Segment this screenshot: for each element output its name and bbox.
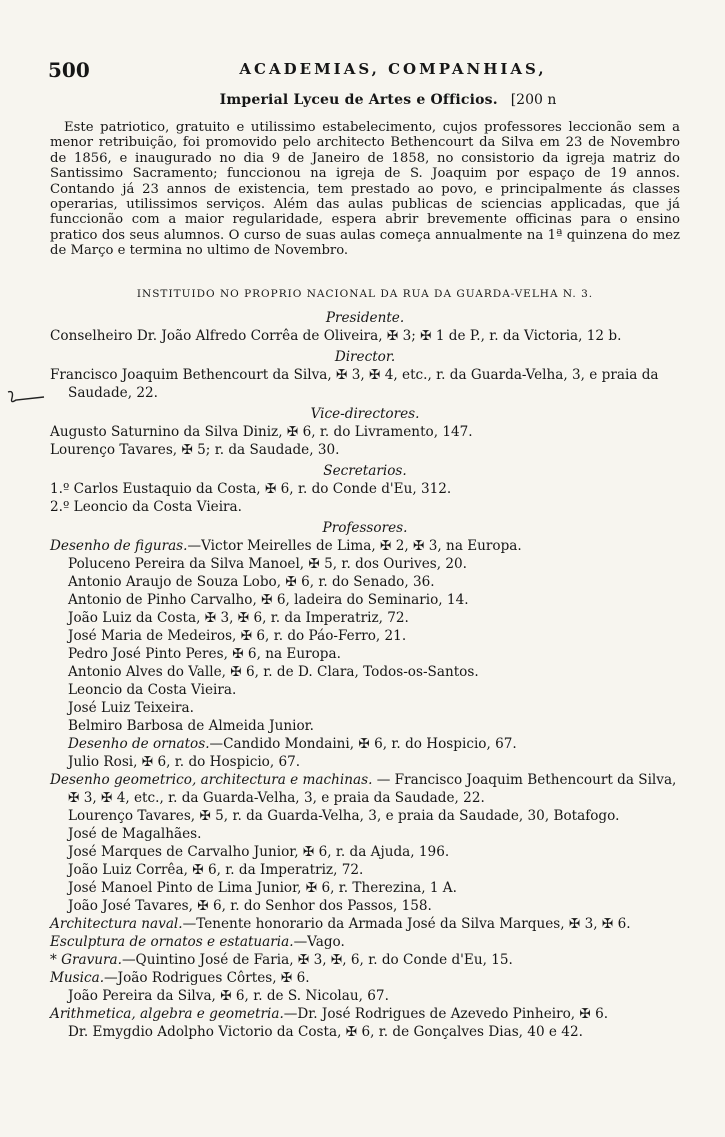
entry-text: —Dr. José Rodrigues de Azevedo Pinheiro, ✠ 6. [283, 1006, 609, 1022]
entry-text: Belmiro Barbosa de Almeida Junior. [68, 718, 314, 734]
member-entry [50, 753, 680, 771]
entry-text: — Francisco Joaquim Bethencourt da Silva, ✠ 3, ✠ 4, etc., r. da Guarda-Velha, 3, e praia da Saudade, 22. [68, 772, 677, 806]
member-entry [50, 609, 680, 627]
role-heading: Secretarios. [323, 463, 407, 479]
entry-text: Conselheiro Dr. João Alfredo Corrêa de Oliveira, ✠ 3; ✠ 1 de P., r. da Victoria, 12 b. [50, 328, 622, 344]
entry-text: Leoncio da Costa Vieira. [68, 682, 237, 698]
entry-text: 2.º Leoncio da Costa Vieira. [50, 499, 242, 515]
subject-label: Desenho de ornatos. [68, 736, 210, 752]
member-entry [50, 423, 680, 441]
entry-text: Augusto Saturnino da Silva Diniz, ✠ 6, r. do Livramento, 147. [50, 424, 473, 440]
subject-label: Architectura naval. [50, 916, 183, 932]
member-entry [50, 663, 680, 681]
member-entry [50, 987, 680, 1005]
member-entry [50, 681, 680, 699]
member-entry [50, 441, 680, 459]
subject-label: * Gravura. [50, 952, 122, 968]
member-entry [50, 699, 680, 717]
member-entry [50, 555, 680, 573]
page-header [48, 58, 688, 88]
entry-text: Antonio Alves do Valle, ✠ 6, r. de D. Clara, Todos-os-Santos. [68, 664, 479, 680]
entry-text: Lourenço Tavares, ✠ 5; r. da Saudade, 30. [50, 442, 340, 458]
entry-text: José Maria de Medeiros, ✠ 6, r. do Páo-Ferro, 21. [68, 628, 407, 644]
entry-text: —Tenente honorario da Armada José da Silva Marques, ✠ 3, ✠ 6. [182, 916, 631, 932]
member-entry [50, 771, 680, 807]
entry-text: Julio Rosi, ✠ 6, r. do Hospicio, 67. [68, 754, 301, 770]
subject-label: Desenho geometrico, architectura e machinas. [50, 772, 373, 788]
entry-text: Pedro José Pinto Peres, ✠ 6, na Europa. [68, 646, 341, 662]
entry-text: José Luiz Teixeira. [68, 700, 194, 716]
entry-text: João José Tavares, ✠ 6, r. do Senhor dos Passos, 158. [68, 898, 432, 914]
entry-text: Antonio Araujo de Souza Lobo, ✠ 6, r. do Senado, 36. [68, 574, 435, 590]
entry-text: Antonio de Pinho Carvalho, ✠ 6, ladeira do Seminario, 14. [68, 592, 469, 608]
member-entry [50, 807, 680, 825]
entry-text: 1.º Carlos Eustaquio da Costa, ✠ 6, r. do Conde d'Eu, 312. [50, 481, 452, 497]
member-list [50, 285, 680, 1041]
entry-text: José Manoel Pinto de Lima Junior, ✠ 6, r. Therezina, 1 A. [68, 880, 457, 896]
member-entry [50, 480, 680, 498]
subject-label: Musica. [50, 970, 105, 986]
entry-text: João Pereira da Silva, ✠ 6, r. de S. Nicolau, 67. [68, 988, 389, 1004]
section-title-extra: [200 n [510, 92, 557, 108]
member-entry [50, 735, 680, 753]
member-entry [50, 591, 680, 609]
member-entry [50, 879, 680, 897]
entry-text: João Luiz da Costa, ✠ 3, ✠ 6, r. da Imperatriz, 72. [68, 610, 409, 626]
running-head: ACADEMIAS, COMPANHIAS, [239, 60, 547, 78]
entry-text: João Luiz Corrêa, ✠ 6, r. da Imperatriz, 72. [68, 862, 364, 878]
entry-text: Dr. Emygdio Adolpho Victorio da Costa, ✠ 6, r. de Gonçalves Dias, 40 e 42. [68, 1024, 583, 1040]
member-entry [50, 897, 680, 915]
member-entry [50, 951, 680, 969]
member-entry [50, 537, 680, 555]
role-heading: Professores. [322, 520, 408, 536]
intro-paragraph: Este patriotico, gratuito e utilissimo estabelecimento, cujos professores leccionão sem a menor retribuição, foi promovido pelo architecto Bethencourt da Silva em 23 de Novembro de 1856, e inaugurado no dia 9 de Janeiro de 1858, no consistorio da igreja matriz do Santissimo Sacramento; funccionou na igreja de S. Joaquim por espaço de 19 annos. Contando já 23 annos de existencia, tem prestado ao povo, e principalmente ás classes operarias, utilissimos serviços. Além das aulas publicas de sciencias applicadas, que já funccionão com a maior regularidade, espera abrir brevemente officinas para o ensino pratico dos seus alumnos. O curso de suas aulas começa annualmente na 1ª quinzena do mez de Março e termina no ultimo de Novembro. [50, 120, 680, 259]
subject-label: Arithmetica, algebra e geometria. [50, 1006, 284, 1022]
role-heading: Vice-directores. [310, 406, 420, 422]
member-entry [50, 843, 680, 861]
role-heading: Presidente. [325, 310, 405, 326]
member-entry [50, 1023, 680, 1041]
entry-text: —Vago. [293, 934, 345, 950]
role-heading: Director. [334, 349, 396, 365]
member-entry [50, 861, 680, 879]
member-entry [50, 969, 680, 987]
subject-label: Esculptura de ornatos e estatuaria. [50, 934, 294, 950]
member-entry [50, 627, 680, 645]
member-entry [50, 915, 680, 933]
member-entry [50, 498, 680, 516]
entry-text: —Quintino José de Faria, ✠ 3, ✠, 6, r. do Conde d'Eu, 15. [121, 952, 513, 968]
entry-text: Lourenço Tavares, ✠ 5, r. da Guarda-Velha, 3, e praia da Saudade, 30, Botafogo. [68, 808, 620, 824]
institute-line: INSTITUIDO NO PROPRIO NACIONAL DA RUA DA GUARDA-VELHA N. 3. [136, 288, 594, 300]
entry-text: —Victor Meirelles de Lima, ✠ 2, ✠ 3, na Europa. [187, 538, 522, 554]
section-title [88, 92, 688, 108]
page-number: 500 [48, 58, 90, 82]
entry-text: Poluceno Pereira da Silva Manoel, ✠ 5, r. dos Ourives, 20. [68, 556, 467, 572]
member-entry [50, 366, 680, 402]
member-entry [50, 1005, 680, 1023]
handwritten-mark-icon [6, 388, 46, 408]
entry-text: José Marques de Carvalho Junior, ✠ 6, r. da Ajuda, 196. [68, 844, 450, 860]
member-entry [50, 327, 680, 345]
entry-text: —João Rodrigues Côrtes, ✠ 6. [104, 970, 310, 986]
entry-text: José de Magalhães. [68, 826, 202, 842]
entry-text: Francisco Joaquim Bethencourt da Silva, ✠ 3, ✠ 4, etc., r. da Guarda-Velha, 3, e praia da Saudade, 22. [50, 367, 659, 401]
member-entry [50, 933, 680, 951]
section-title-text: Imperial Lyceu de Artes e Officios. [219, 92, 498, 108]
entry-text: —Candido Mondaini, ✠ 6, r. do Hospicio, 67. [209, 736, 517, 752]
member-entry [50, 645, 680, 663]
member-entry [50, 717, 680, 735]
member-entry [50, 825, 680, 843]
member-entry [50, 573, 680, 591]
subject-label: Desenho de figuras. [50, 538, 188, 554]
